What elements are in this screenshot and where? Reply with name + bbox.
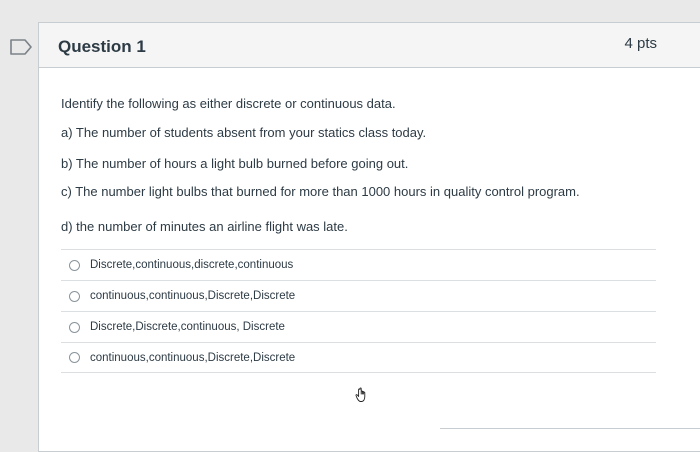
answer-option[interactable] [61, 342, 656, 373]
question-item-a: a) The number of students absent from your statics class today. [61, 125, 427, 140]
question-header [39, 23, 700, 68]
question-points: 4 pts [624, 35, 657, 52]
radio-button[interactable] [69, 322, 80, 333]
answer-label: continuous,continuous,Discrete,Discrete [90, 351, 296, 364]
question-item-b: b) The number of hours a light bulb burned before going out. [61, 156, 409, 171]
answer-label: continuous,continuous,Discrete,Discrete [90, 290, 296, 302]
flag-question-icon[interactable] [9, 38, 33, 56]
answer-label: Discrete,continuous,discrete,continuous [90, 259, 294, 271]
answer-option[interactable] [61, 280, 656, 311]
question-prompt: Identify the following as either discrete or continuous data. [61, 96, 396, 111]
answer-label: Discrete,Discrete,continuous, Discrete [90, 321, 285, 333]
question-item-c: c) The number light bulbs that burned for more than 1000 hours in quality control program. [61, 184, 580, 199]
hand-pointer-icon [355, 387, 371, 403]
answer-list [61, 249, 656, 373]
radio-button[interactable] [69, 291, 80, 302]
question-title: Question 1 [58, 37, 146, 56]
answer-option[interactable] [61, 249, 656, 280]
radio-button[interactable] [69, 352, 80, 363]
answer-option[interactable] [61, 311, 656, 342]
radio-button[interactable] [69, 260, 80, 271]
question-item-d: d) the number of minutes an airline flight was late. [61, 219, 348, 234]
divider [440, 428, 700, 429]
